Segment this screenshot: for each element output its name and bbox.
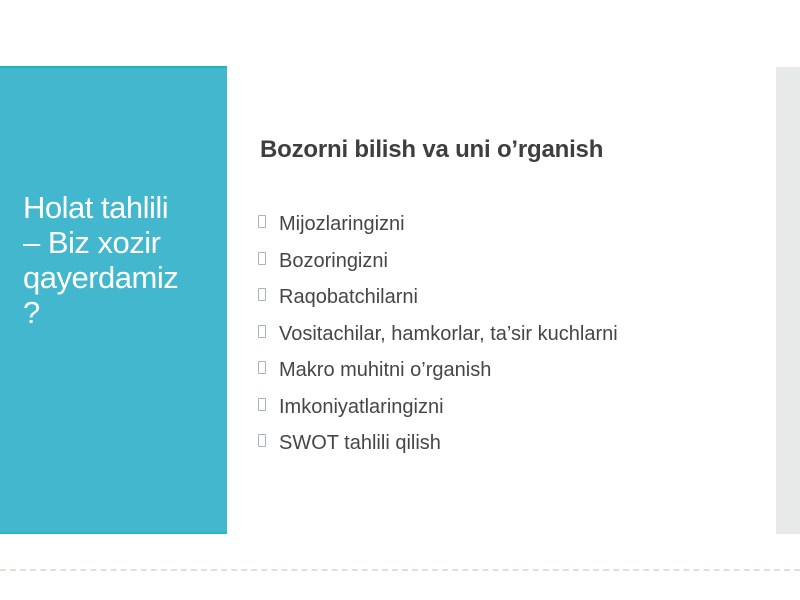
list-item	[258, 243, 618, 280]
slide-title-line: qayerdamiz	[23, 260, 179, 295]
right-edge-strip	[776, 67, 800, 534]
list-item-label: Bozoringizni	[279, 249, 388, 272]
list-item	[258, 279, 618, 316]
missing-glyph-bullet-icon	[258, 361, 266, 374]
list-item	[258, 316, 618, 353]
missing-glyph-bullet-icon	[258, 288, 266, 301]
list-item-label: Makro muhitni o’rganish	[279, 359, 492, 381]
list-item-label: SWOT tahlili qilish	[279, 432, 441, 454]
missing-glyph-bullet-icon	[258, 398, 266, 411]
list-item	[258, 389, 618, 426]
list-item	[258, 206, 618, 243]
sidebar-panel	[0, 66, 227, 534]
missing-glyph-bullet-icon	[258, 215, 266, 228]
slide-title-line: Holat tahlili	[23, 190, 169, 225]
dashed-divider	[0, 569, 800, 571]
list-item	[258, 425, 618, 462]
list-item-label: Imkoniyatlaringizni	[279, 395, 444, 418]
missing-glyph-bullet-icon	[258, 252, 266, 265]
slide-title	[23, 190, 178, 330]
missing-glyph-bullet-icon	[258, 434, 266, 447]
list-item-label: Raqobatchilarni	[279, 286, 418, 308]
content-heading: Bozorni bilish va uni o’rganish	[260, 136, 604, 163]
list-item	[258, 352, 618, 389]
missing-glyph-bullet-icon	[258, 325, 266, 338]
slide-title-line: ?	[23, 295, 40, 330]
list-item-label: Mijozlaringizni	[279, 213, 405, 235]
list-item-label: Vositachilar, hamkorlar, ta’sir kuchlarni	[279, 322, 618, 345]
bullet-list	[258, 206, 618, 462]
slide-title-line: – Biz xozir	[23, 225, 161, 260]
